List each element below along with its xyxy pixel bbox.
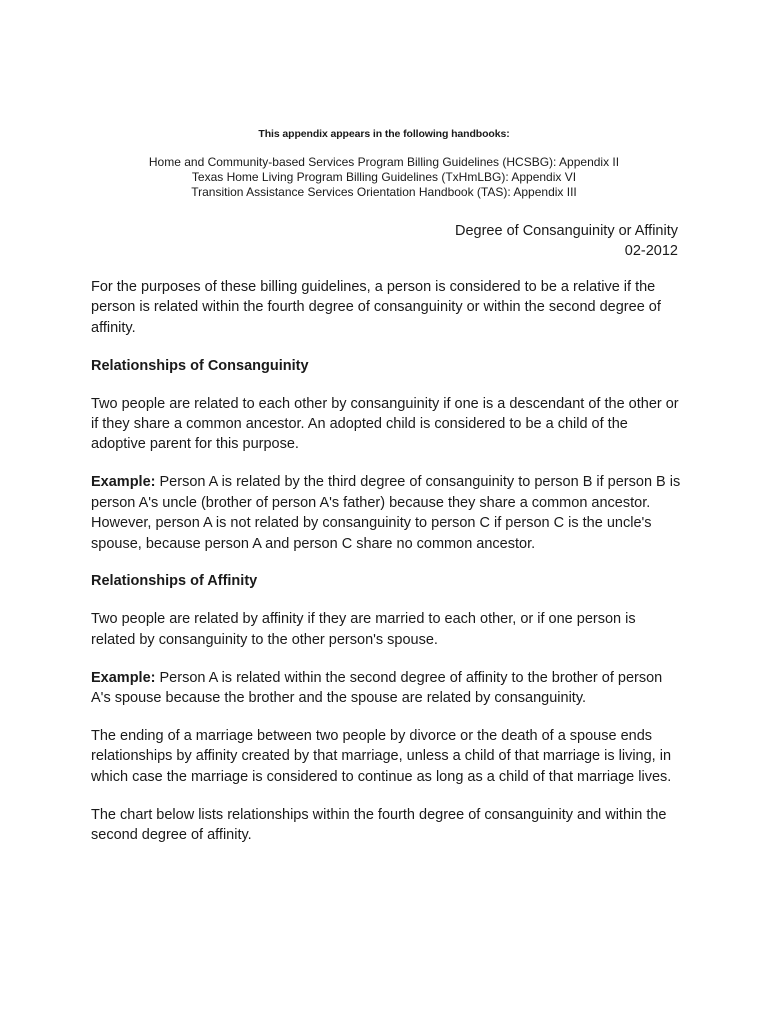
affinity-heading: Relationships of Affinity	[91, 573, 258, 590]
handbook-item: Home and Community-based Services Program Billing Guidelines (HCSBG): Appendix II	[148, 155, 620, 169]
example-text: Person A is related within the second degree of affinity to the brother of person A's spouse because the brother and the spouse are related by consanguinity.	[91, 669, 663, 707]
consanguinity-example	[91, 472, 683, 554]
document-title: Degree of Consanguinity or Affinity	[454, 223, 678, 239]
document-body	[91, 277, 683, 863]
chart-intro-paragraph: The chart below lists relationships within the fourth degree of consanguinity and within the second degree of affinity.	[91, 806, 667, 844]
handbook-item: Texas Home Living Program Billing Guidelines (TxHmLBG): Appendix VI	[191, 170, 577, 184]
handbook-item: Transition Assistance Services Orientation Handbook (TAS): Appendix III	[191, 185, 577, 199]
affinity-paragraph: Two people are related by affinity if they are married to each other, or if one person is related by consanguinity to the other person's spouse.	[91, 611, 636, 648]
example-text: Person A is related by the third degree of consanguinity to person B if person B is person A's uncle (brother of person A's father) because they share a common ancestor. However, person A is not related by consanguinity to person C if person C is the uncle's spouse, because person A and person C share no common ancestor.	[91, 474, 681, 552]
intro-paragraph: For the purposes of these billing guidelines, a person is considered to be a relative if the person is related within the fourth degree of consanguinity or within the second degree of affinity.	[91, 279, 661, 336]
document-date: 02-2012	[624, 243, 678, 259]
handbook-list	[0, 155, 768, 200]
consanguinity-heading: Relationships of Consanguinity	[91, 357, 309, 374]
affinity-example	[91, 668, 683, 709]
marriage-ending-paragraph: The ending of a marriage between two people by divorce or the death of a spouse ends relationships by affinity created by that marriage, unless a child of that marriage is living, in which case the marriage is considered to continue as long as a child of that marriage lives.	[91, 728, 672, 785]
document-title-block	[455, 221, 678, 261]
example-label: Example:	[91, 474, 156, 491]
consanguinity-paragraph: Two people are related to each other by consanguinity if one is a descendant of the other or if they share a common ancestor. An adopted child is considered to be a child of the adoptive parent for this purpose.	[91, 395, 679, 453]
appendix-intro-heading: This appendix appears in the following handbooks:	[258, 128, 510, 140]
example-label: Example:	[91, 669, 156, 686]
